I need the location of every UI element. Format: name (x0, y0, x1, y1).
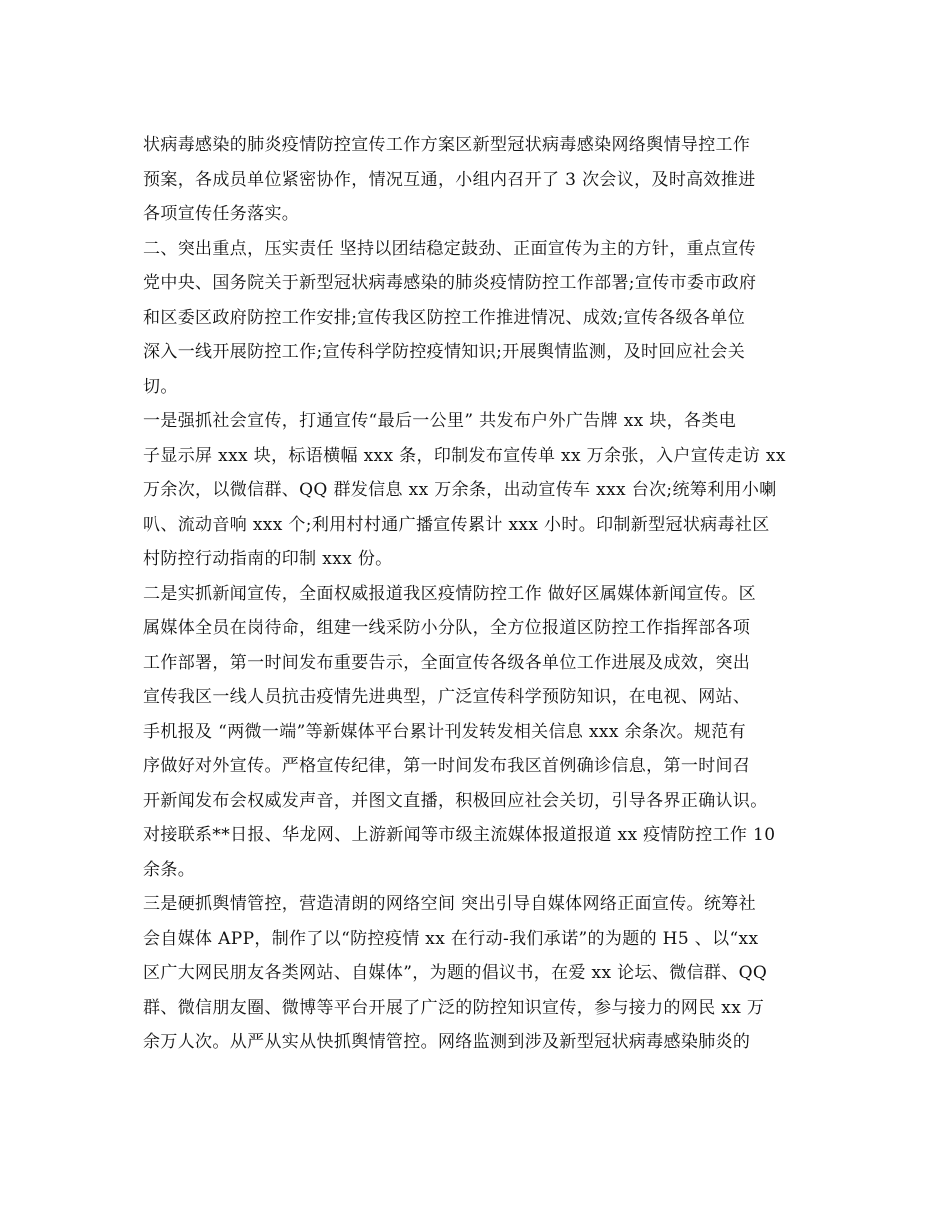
paragraph-2-line-7: 开新闻发布会权威发声音，并图文直播，积极回应社会关切，引导各界正确认识。 (143, 790, 768, 811)
paragraph-2-line-6: 序做好对外宣传。严格宣传纪律，第一时间发布我区首例确诊信息，第一时间召 (143, 756, 751, 776)
text-line-6: 和区委区政府防控工作安排;宣传我区防控工作推进情况、成效;宣传各级各单位 (143, 307, 746, 328)
text-line-8: 切。 (143, 376, 178, 397)
paragraph-2-line-3: 工作部署，第一时间发布重要告示，全面宣传各级各单位工作进展及成效，突出 (143, 652, 751, 673)
paragraph-2-line-4: 宣传我区一线人员抗击疫情先进典型，广泛宣传科学预防知识，在电视、网站、 (143, 687, 751, 707)
text-line-1: 状病毒感染的肺炎疫情防控宣传工作方案区新型冠状病毒感染网络舆情导控工作 (143, 135, 751, 155)
paragraph-3-line-4: 群、微信朋友圈、微博等平台开展了广泛的防控知识宣传，参与接力的网民 xx 万 (143, 997, 765, 1018)
paragraph-3-line-5: 余万人次。从严从实从快抓舆情管控。网络监测到涉及新型冠状病毒感染肺炎的 (143, 1032, 751, 1052)
paragraph-3-line-3: 区广大网民朋友各类网站、自媒体”，为题的倡议书，在爱 xx 论坛、微信群、QQ (143, 963, 768, 983)
text-line-2: 预案，各成员单位紧密协作，情况互通，小组内召开了 3 次会议，及时高效推进 (143, 169, 756, 190)
paragraph-2-line-9: 余条。 (143, 859, 196, 880)
paragraph-1-line-3: 万余次，以微信群、QQ 群发信息 xx 万余条，出动宣传车 xxx 台次;统筹利用小喇 (143, 480, 777, 500)
paragraph-3-line-2: 会自媒体 APP，制作了以“防控疫情 xx 在行动-我们承诺”的为题的 H5 、以“xx (143, 928, 759, 949)
paragraph-2-line-8: 对接联系**日报、华龙网、上游新闻等市级主流媒体报道报道 xx 疫情防控工作 10 (143, 825, 776, 845)
document-body (143, 128, 813, 1060)
paragraph-2-line-5: 手机报及 “两微一端”等新媒体平台累计刊发转发相关信息 xxx 余条次。规范有 (143, 721, 747, 742)
text-line-7: 深入一线开展防控工作;宣传科学防控疫情知识;开展舆情监测，及时回应社会关 (143, 342, 746, 362)
paragraph-2-line-2: 属媒体全员在岗待命，组建一线采防小分队，全方位报道区防控工作指挥部各项 (143, 618, 751, 638)
paragraph-1-line-1: 一是强抓社会宣传，打通宣传“最后一公里” 共发布户外广告牌 xx 块，各类电 (143, 411, 737, 431)
section-heading-line: 二、突出重点，压实责任 坚持以团结稳定鼓劲、正面宣传为主的方针，重点宣传 (143, 238, 757, 259)
paragraph-1-line-4: 叭、流动音响 xxx 个;利用村村通广播宣传累计 xxx 小时。印制新型冠状病毒社区 (143, 514, 770, 535)
paragraph-1-line-5: 村防控行动指南的印制 xxx 份。 (143, 549, 393, 569)
paragraph-2-line-1: 二是实抓新闻宣传，全面权威报道我区疫情防控工作 做好区属媒体新闻宣传。区 (143, 583, 757, 604)
text-line-5: 党中央、国务院关于新型冠状病毒感染的肺炎疫情防控工作部署;宣传市委市政府 (143, 273, 757, 293)
paragraph-3-line-1: 三是硬抓舆情管控，营造清朗的网络空间 突出引导自媒体网络正面宣传。统筹社 (143, 894, 757, 914)
paragraph-1-line-2: 子显示屏 xxx 块，标语横幅 xxx 条，印制发布宣传单 xx 万余张，入户宣传走访 xx (143, 445, 786, 466)
text-line-3: 各项宣传任务落实。 (143, 204, 300, 224)
